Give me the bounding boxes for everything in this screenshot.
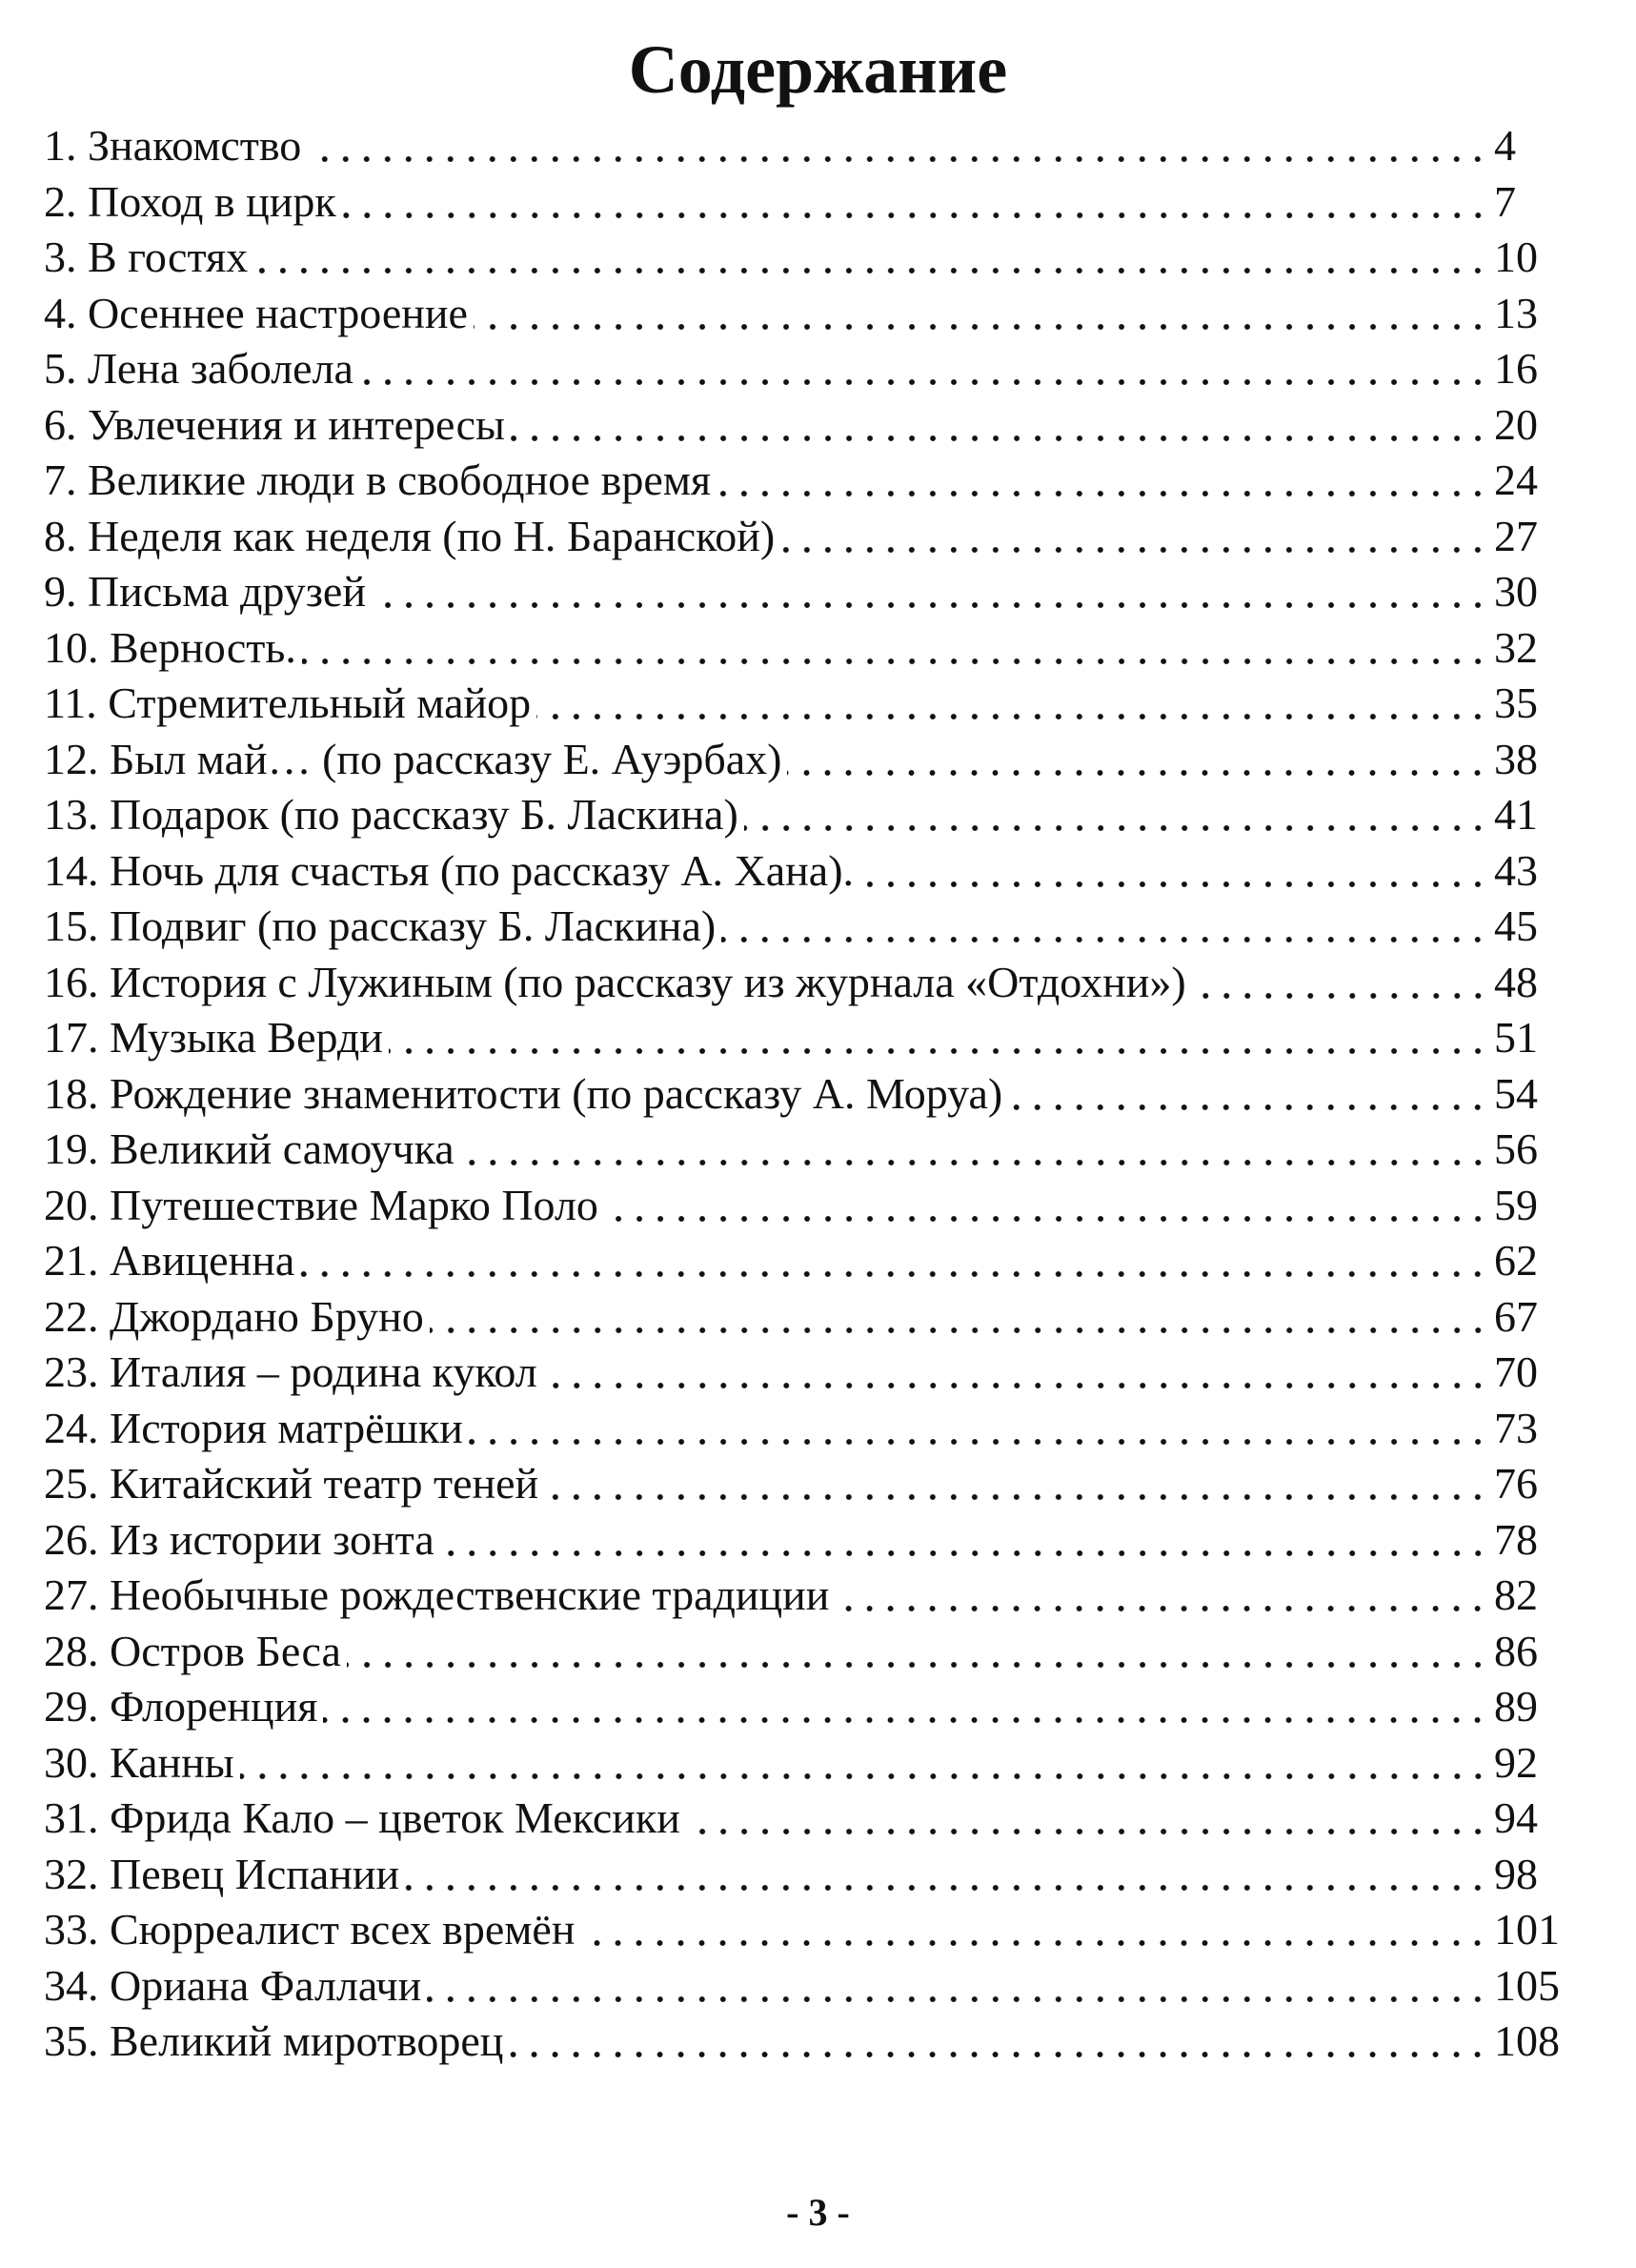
toc-entry-title: 3. В гостях <box>44 233 249 281</box>
toc-entry-page: 70 <box>1494 1347 1538 1396</box>
toc-entry <box>44 1735 1568 1792</box>
toc-entry <box>44 453 1568 509</box>
dot-leader <box>342 210 1488 221</box>
toc-entry <box>44 1178 1568 1234</box>
dot-leader <box>307 153 1488 165</box>
toc-entry-page: 24 <box>1494 456 1538 504</box>
toc-entry <box>44 1456 1568 1512</box>
dot-leader <box>544 1491 1488 1503</box>
dot-leader <box>511 433 1488 444</box>
toc-entry-page: 35 <box>1494 678 1538 727</box>
toc-entry-page: 43 <box>1494 845 1538 895</box>
toc-entry-page: 89 <box>1494 1682 1538 1731</box>
dot-leader <box>686 1826 1488 1837</box>
toc-entry-title: 32. Певец Испании <box>44 1849 400 1898</box>
toc-entry-title: 22. Джордано Бруно <box>44 1291 424 1341</box>
toc-entry-title: 31. Фрида Кало – цветок Мексики <box>44 1793 680 1842</box>
dot-leader <box>835 1603 1488 1614</box>
toc-entry <box>44 1958 1568 2015</box>
toc-entry-title: 21. Авиценна <box>44 1236 295 1285</box>
toc-entry <box>44 564 1568 620</box>
toc-entry <box>44 1679 1568 1735</box>
toc-entry <box>44 787 1568 843</box>
toc-entry-title: 9. Письма друзей <box>44 567 366 616</box>
toc-entry-title: 2. Поход в цирк <box>44 176 336 226</box>
toc-entry <box>44 1624 1568 1680</box>
dot-leader <box>427 1994 1488 2005</box>
toc-entry <box>44 1233 1568 1289</box>
toc-entry <box>44 1568 1568 1624</box>
toc-entry <box>44 899 1568 955</box>
dot-leader <box>440 1548 1488 1559</box>
toc-entry <box>44 174 1568 231</box>
dot-leader <box>1192 990 1488 1002</box>
dot-leader <box>323 1714 1488 1726</box>
toc-entry <box>44 676 1568 732</box>
toc-entry <box>44 230 1568 286</box>
toc-entry-title: 12. Был май… (по рассказу Е. Ауэрбах) <box>44 734 782 783</box>
toc-entry-page: 59 <box>1494 1180 1538 1229</box>
page-number: - 3 - <box>786 2191 850 2234</box>
toc-entry-title: 33. Сюрреалист всех времён <box>44 1905 576 1954</box>
dot-leader <box>430 1325 1488 1336</box>
toc-entry-page: 27 <box>1494 511 1538 560</box>
dot-leader <box>240 1771 1488 1782</box>
toc-entry-title: 35. Великий миротворец <box>44 2016 504 2065</box>
toc-entry-page: 41 <box>1494 790 1538 839</box>
toc-entry-page: 82 <box>1494 1570 1538 1619</box>
toc-entry <box>44 1010 1568 1066</box>
dot-leader <box>859 879 1488 890</box>
dot-leader <box>787 767 1488 779</box>
toc-entry-title: 27. Необычные рождественские традиции <box>44 1570 830 1619</box>
toc-entry-page: 101 <box>1494 1905 1560 1954</box>
toc-entry-page: 32 <box>1494 622 1538 672</box>
toc-entry-title: 11. Стремительный майор <box>44 678 532 727</box>
toc-entry-title: 8. Неделя как неделя (по Н. Баранской) <box>44 511 776 560</box>
dot-leader <box>460 1157 1488 1168</box>
toc-entry-page: 54 <box>1494 1068 1538 1118</box>
toc-entry <box>44 732 1568 788</box>
dot-leader <box>389 1045 1488 1057</box>
toc-entry <box>44 620 1568 677</box>
toc-entry-page: 92 <box>1494 1737 1538 1787</box>
dot-leader <box>509 2049 1488 2060</box>
toc-entry-title: 10. Верность. <box>44 622 296 672</box>
toc-entry-title: 13. Подарок (по рассказу Б. Ласкина) <box>44 790 738 839</box>
page-title: Содержание <box>628 31 1008 108</box>
toc-entry-page: 38 <box>1494 734 1538 783</box>
toc-entry-page: 94 <box>1494 1793 1538 1842</box>
toc-entry-page: 20 <box>1494 399 1538 449</box>
toc-entry-page: 4 <box>1494 121 1516 170</box>
dot-leader <box>372 599 1488 611</box>
toc-entry-title: 20. Путешествие Марко Поло <box>44 1180 598 1229</box>
toc-entry-title: 18. Рождение знаменитости (по рассказу А. Моруа) <box>44 1068 1003 1118</box>
toc-entry-title: 19. Великий самоучка <box>44 1124 454 1173</box>
toc-entry-title: 7. Великие люди в свободное время <box>44 456 712 504</box>
toc-entry <box>44 509 1568 565</box>
toc-entry <box>44 955 1568 1011</box>
toc-entry <box>44 341 1568 397</box>
dot-leader <box>717 488 1488 499</box>
dot-leader <box>744 822 1488 834</box>
toc-entry-title: 26. Из истории зонта <box>44 1514 434 1564</box>
toc-entry-page: 30 <box>1494 567 1538 616</box>
dot-leader <box>253 265 1488 276</box>
toc-entry <box>44 1401 1568 1457</box>
dot-leader <box>543 1380 1488 1391</box>
toc-entry-page: 98 <box>1494 1849 1538 1898</box>
dot-leader <box>536 711 1488 722</box>
toc-entry <box>44 2014 1568 2070</box>
dot-leader <box>359 376 1488 388</box>
toc-entry-title: 30. Канны <box>44 1737 234 1787</box>
dot-leader <box>347 1659 1488 1671</box>
toc-entry-title: 34. Ориана Фаллачи <box>44 1960 422 2010</box>
toc-entry-title: 17. Музыка Верди <box>44 1013 383 1062</box>
toc-entry-title: 28. Остров Беса <box>44 1626 341 1675</box>
toc-entry <box>44 1847 1568 1903</box>
toc-entry-page: 51 <box>1494 1013 1538 1062</box>
toc-entry <box>44 1066 1568 1123</box>
dot-leader <box>580 1937 1488 1949</box>
toc-entry <box>44 1289 1568 1346</box>
dot-leader <box>721 934 1488 945</box>
toc-entry-title: 23. Италия – родина кукол <box>44 1347 537 1396</box>
toc-entry-title: 24. История матрёшки <box>44 1403 463 1452</box>
toc-entry-page: 78 <box>1494 1514 1538 1564</box>
toc-entry <box>44 397 1568 454</box>
toc-entry <box>44 843 1568 900</box>
toc-entry-page: 48 <box>1494 957 1538 1006</box>
toc-entry-page: 108 <box>1494 2016 1560 2065</box>
toc-entry <box>44 118 1568 174</box>
dot-leader <box>302 656 1488 667</box>
toc-entry-page: 7 <box>1494 176 1516 226</box>
toc-entry-title: 1. Знакомство <box>44 121 302 170</box>
toc-entry-page: 73 <box>1494 1403 1538 1452</box>
dot-leader <box>300 1268 1488 1280</box>
dot-leader <box>405 1882 1488 1893</box>
dot-leader <box>474 321 1488 333</box>
toc-entry-page: 56 <box>1494 1124 1538 1173</box>
toc-entry-title: 14. Ночь для счастья (по рассказу А. Хана). <box>44 845 855 895</box>
toc-entry <box>44 1791 1568 1847</box>
toc-entry-page: 67 <box>1494 1291 1538 1341</box>
toc-entry-page: 10 <box>1494 233 1538 281</box>
dot-leader <box>469 1436 1488 1448</box>
toc-entry-page: 16 <box>1494 344 1538 393</box>
toc-entry-page: 13 <box>1494 288 1538 337</box>
toc-entry <box>44 286 1568 342</box>
toc-entry-title: 5. Лена заболела <box>44 344 353 393</box>
dot-leader <box>780 544 1488 556</box>
dot-leader <box>1008 1102 1488 1113</box>
toc-entry-page: 76 <box>1494 1459 1538 1508</box>
toc-entry-title: 29. Флоренция <box>44 1682 318 1731</box>
toc-entry <box>44 1345 1568 1401</box>
table-of-contents <box>44 118 1568 2070</box>
toc-entry-page: 86 <box>1494 1626 1538 1675</box>
toc-entry <box>44 1902 1568 1958</box>
toc-entry-page: 105 <box>1494 1960 1560 2010</box>
toc-entry-title: 6. Увлечения и интересы <box>44 399 505 449</box>
toc-entry <box>44 1512 1568 1569</box>
toc-entry-page: 45 <box>1494 901 1538 950</box>
toc-entry-page: 62 <box>1494 1236 1538 1285</box>
toc-entry <box>44 1122 1568 1178</box>
dot-leader <box>604 1213 1488 1225</box>
toc-entry-title: 25. Китайский театр теней <box>44 1459 539 1508</box>
toc-entry-title: 4. Осеннее настроение <box>44 288 468 337</box>
toc-entry-title: 16. История с Лужиным (по рассказу из журнала «Отдохни») <box>44 957 1186 1006</box>
toc-entry-title: 15. Подвиг (по рассказу Б. Ласкина) <box>44 901 717 950</box>
